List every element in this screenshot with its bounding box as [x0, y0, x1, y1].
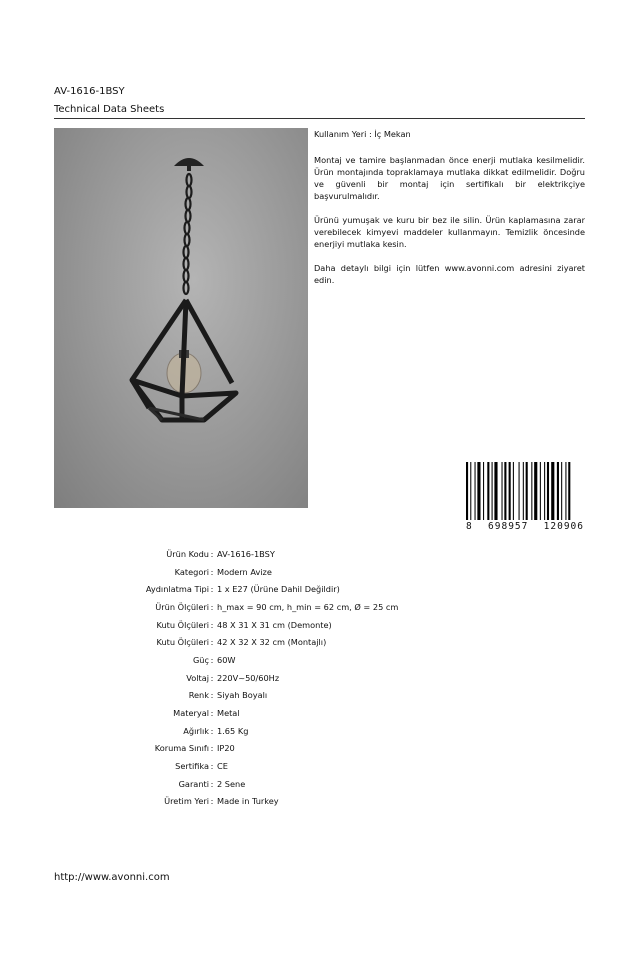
barcode-bar	[540, 462, 541, 520]
barcode-bar	[526, 462, 528, 520]
pendant-lamp-illustration	[54, 128, 308, 508]
spec-row	[54, 616, 594, 634]
barcode-bar	[561, 462, 562, 520]
spec-label: Kutu Ölçüleri	[156, 619, 209, 630]
spec-separator: :	[210, 743, 214, 754]
spec-row	[54, 793, 594, 811]
spec-separator: :	[210, 796, 214, 807]
barcode-digit-group: 120906	[543, 521, 584, 532]
spec-label: Aydınlatma Tipi	[145, 584, 209, 595]
spec-row	[54, 563, 594, 581]
spec-value: 1.65 Kg	[217, 725, 249, 736]
barcode-bar	[502, 462, 503, 520]
spec-value: 42 X 32 X 32 cm (Montajlı)	[217, 637, 327, 648]
spec-row	[54, 740, 594, 758]
spec-separator: :	[210, 761, 214, 772]
spec-row	[54, 687, 594, 705]
barcode-bar	[534, 462, 537, 520]
usage-location: Kullanım Yeri : İç Mekan	[314, 129, 411, 139]
barcode-bar	[492, 462, 493, 520]
spec-row	[54, 545, 594, 563]
header-divider	[54, 118, 585, 119]
barcode-bar	[551, 462, 554, 520]
barcode	[466, 462, 584, 532]
barcode-bar	[483, 462, 484, 520]
spec-value: 2 Sene	[217, 778, 246, 789]
barcode-bar	[513, 462, 514, 520]
barcode-bar	[494, 462, 497, 520]
footer-url[interactable]: http://www.avonni.com	[54, 872, 170, 883]
spec-row	[54, 633, 594, 651]
spec-label: Renk	[188, 690, 209, 701]
barcode-bar	[547, 462, 549, 520]
spec-row	[54, 598, 594, 616]
spec-separator: :	[210, 778, 214, 789]
spec-separator: :	[210, 619, 214, 630]
spec-value: Modern Avize	[217, 566, 272, 577]
spec-label: Ağırlık	[183, 725, 209, 736]
barcode-bar	[466, 462, 468, 520]
spec-value: CE	[217, 761, 228, 772]
spec-separator: :	[210, 672, 214, 683]
document-subtitle: Technical Data Sheets	[54, 104, 165, 115]
barcode-bar	[523, 462, 524, 520]
spec-label: Ürün Kodu	[166, 548, 209, 559]
spec-label: Sertifika	[175, 761, 209, 772]
spec-value: 1 x E27 (Ürüne Dahil Değildir)	[217, 584, 340, 595]
spec-row	[54, 669, 594, 687]
barcode-bar	[568, 462, 570, 520]
barcode-bar	[557, 462, 559, 520]
spec-value: h_max = 90 cm, h_min = 62 cm, Ø = 25 cm	[217, 601, 399, 612]
barcode-bar	[470, 462, 471, 520]
safety-paragraph: Montaj ve tamire başlanmadan önce enerji mutlaka kesilmelidir. Ürün montajında topraklamaya mutlaka dikkat edilmelidir. Doğru ve güvenli bir montaj için sertifikalı bir elektrikçiye başvurulmalıdır.	[314, 155, 585, 201]
spec-value: 48 X 31 X 31 cm (Demonte)	[217, 619, 332, 630]
product-code-title: AV-1616-1BSY	[54, 86, 125, 97]
spec-label: Güç	[192, 654, 209, 665]
barcode-digit-group: 698957	[488, 521, 529, 532]
spec-label: Voltaj	[186, 672, 209, 683]
spec-separator: :	[210, 601, 214, 612]
spec-value: Made in Turkey	[217, 796, 279, 807]
product-photo	[54, 128, 308, 508]
spec-row	[54, 722, 594, 740]
barcode-bar	[509, 462, 511, 520]
spec-label: Materyal	[173, 708, 209, 719]
barcode-number	[466, 521, 584, 532]
spec-separator: :	[210, 654, 214, 665]
spec-label: Üretim Yeri	[164, 796, 209, 807]
cleaning-paragraph: Ürünü yumuşak ve kuru bir bez ile silin. Ürün kaplamasına zarar verebilecek kimyevi maddeler kullanmayın. Temizlik öncesinde enerjiyi mutlaka kesin.	[314, 215, 585, 249]
barcode-bar	[487, 462, 489, 520]
spec-value: AV-1616-1BSY	[217, 548, 275, 559]
barcode-bar	[565, 462, 566, 520]
spec-row	[54, 704, 594, 722]
barcode-bar	[531, 462, 532, 520]
usage-description	[314, 128, 585, 298]
spec-value: 60W	[217, 654, 236, 665]
spec-separator: :	[210, 690, 214, 701]
spec-row	[54, 775, 594, 793]
spec-label: Koruma Sınıfı	[154, 743, 209, 754]
spec-separator: :	[210, 637, 214, 648]
spec-value: IP20	[217, 743, 235, 754]
spec-label: Kategori	[174, 566, 209, 577]
barcode-bar	[475, 462, 476, 520]
barcode-digit-group: 8	[466, 521, 473, 532]
barcode-bar	[519, 462, 520, 520]
spec-separator: :	[210, 584, 214, 595]
spec-separator: :	[210, 548, 214, 559]
barcode-bar	[504, 462, 506, 520]
spec-row	[54, 580, 594, 598]
spec-separator: :	[210, 708, 214, 719]
spec-value: Metal	[217, 708, 240, 719]
spec-value: Siyah Boyalı	[217, 690, 268, 701]
spec-label: Garanti	[178, 778, 209, 789]
spec-row	[54, 651, 594, 669]
spec-row	[54, 757, 594, 775]
barcode-bar	[544, 462, 545, 520]
spec-separator: :	[210, 725, 214, 736]
barcode-bars	[466, 462, 584, 520]
spec-table	[54, 545, 594, 810]
barcode-bar	[477, 462, 480, 520]
spec-label: Ürün Ölçüleri	[155, 601, 209, 612]
spec-value: 220V~50/60Hz	[217, 672, 280, 683]
spec-separator: :	[210, 566, 214, 577]
website-paragraph: Daha detaylı bilgi için lütfen www.avonni.com adresini ziyaret edin.	[314, 263, 585, 285]
spec-label: Kutu Ölçüleri	[156, 637, 209, 648]
